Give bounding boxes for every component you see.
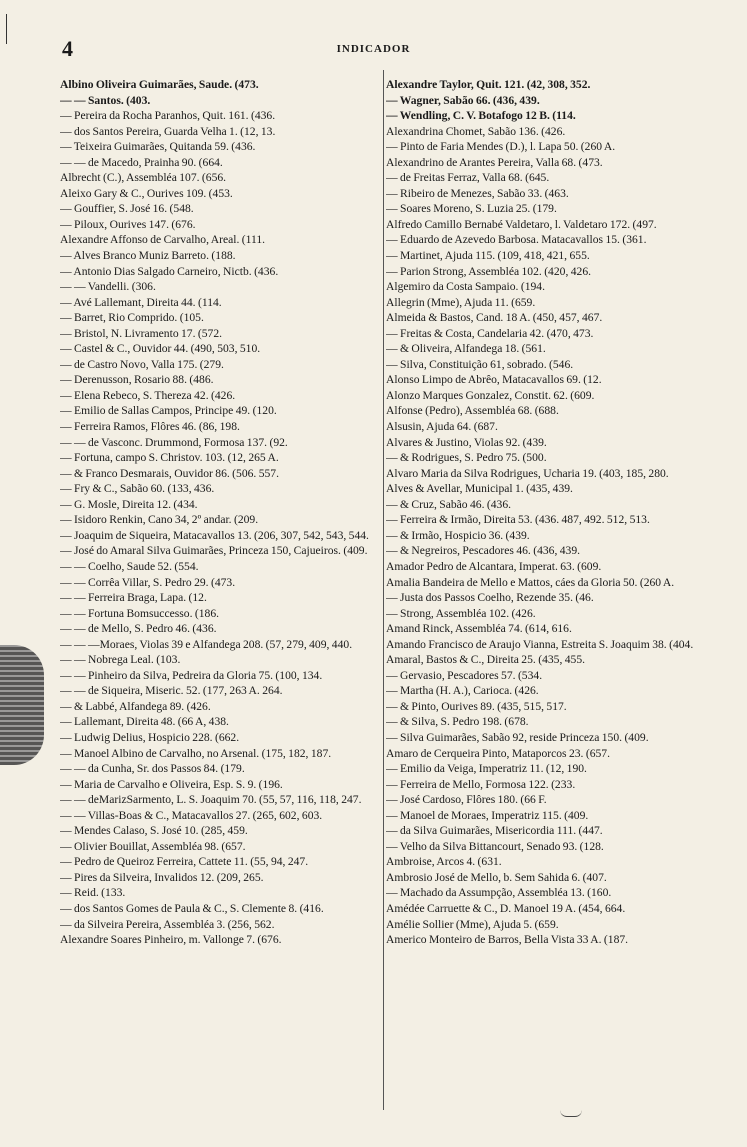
index-entry: — Ferreira de Mello, Formosa 122. (233. [386,777,576,791]
index-entry: — — —Moraes, Violas 39 e Alfandega 208. (57, 279, 409, 440. [60,637,353,651]
index-entry: — Emilio da Veiga, Imperatriz 11. (12, 190. [386,762,587,776]
index-entry: — — de Macedo, Prainha 90. (664. [60,155,223,169]
index-entry: — Piloux, Ourives 147. (676. [60,217,196,231]
index-entry: Alves & Avellar, Municipal 1. (435, 439. [386,482,573,496]
index-entry: — Fry & C., Sabão 60. (133, 436. [60,482,215,496]
index-entry: — Mendes Calaso, S. José 10. (285, 459. [60,824,248,838]
index-entry: — — de Mello, S. Pedro 46. (436. [60,622,217,636]
index-entry: Alvares & Justino, Violas 92. (439. [386,435,547,449]
index-entry: Alexandre Soares Pinheiro, m. Vallonge 7. (676. [60,933,282,947]
index-entry: — Freitas & Costa, Candelaria 42. (470, 473. [386,326,594,340]
page-number: 4 [62,36,73,61]
index-entry: — Ferreira & Irmão, Direita 53. (436. 487, 492. 512, 513. [386,513,650,527]
index-entry: — — de Vasconc. Drummond, Formosa 137. (92. [60,435,288,449]
index-entry: Amador Pedro de Alcantara, Imperat. 63. (609. [386,559,602,573]
index-entry: — — Pinheiro da Silva, Pedreira da Gloria 75. (100, 134. [60,668,323,682]
index-entry: — Pinto de Faria Mendes (D.), l. Lapa 50. (260 A. [386,140,616,154]
index-entry: Amaro de Cerqueira Pinto, Mataporcos 23. (657. [386,746,610,760]
index-entry: — Martinet, Ajuda 115. (109, 418, 421, 655. [386,249,590,263]
index-entry: Albrecht (C.), Assembléa 107. (656. [60,171,227,185]
index-entry: Aleixo Gary & C., Ourives 109. (453. [60,186,233,200]
index-entry: — Velho da Silva Bittancourt, Senado 93. (128. [386,839,604,853]
index-entry: — José do Amaral Silva Guimarães, Princeza 150, Cajueiros. (409. [60,544,368,558]
index-entry: — Machado da Assumpção, Assembléa 13. (160. [386,886,612,900]
index-entry: Alfredo Camillo Bernabé Valdetaro, l. Valdetaro 172. (497. [386,217,657,231]
index-entry: Algemiro da Costa Sampaio. (194. [386,280,545,294]
index-entry: Ambrosio José de Mello, b. Sem Sahida 6. (407. [386,870,607,884]
index-entry: — Ferreira Ramos, Flôres 46. (86, 198. [60,420,240,434]
index-entry: — Justa dos Passos Coelho, Rezende 35. (46. [386,591,594,605]
index-entry: — Avé Lallemant, Direita 44. (114. [60,295,222,309]
index-entry: — & Silva, S. Pedro 198. (678. [386,715,529,729]
index-entry: — Gouffier, S. José 16. (548. [60,202,194,216]
index-entry: — — Villas-Boas & C., Matacavallos 27. (265, 602, 603. [60,808,323,822]
index-entry: — Antonio Dias Salgado Carneiro, Nictb. (436. [60,264,279,278]
index-entry: — Silva Guimarães, Sabão 92, reside Princeza 150. (409. [386,730,649,744]
index-entry: — Silva, Constituição 61, sobrado. (546. [386,357,574,371]
index-entry: — — Coelho, Saude 52. (554. [60,559,199,573]
index-entry: — Wendling, C. V. Botafogo 12 B. (114. [386,109,576,123]
right-column [386,77,718,948]
index-entry: — Soares Moreno, S. Luzia 25. (179. [386,202,557,216]
index-entry: — Manoel de Moraes, Imperatriz 115. (409. [386,808,589,822]
index-entry: — Reid. (133. [60,886,126,900]
index-entry: — Manoel Albino de Carvalho, no Arsenal. (175, 182, 187. [60,746,332,760]
pen-mark [560,1110,582,1117]
index-entry: — Barret, Rio Comprido. (105. [60,311,204,325]
index-entry: — Ludwig Delius, Hospicio 228. (662. [60,730,240,744]
index-entry: — & Irmão, Hospicio 36. (439. [386,528,530,542]
index-entry: Americo Monteiro de Barros, Bella Vista 33 A. (187. [386,933,629,947]
index-entry: — G. Mosle, Direita 12. (434. [60,497,198,511]
index-entry: — Elena Rebeco, S. Thereza 42. (426. [60,388,236,402]
index-entry: — de Castro Novo, Valla 175. (279. [60,357,224,371]
index-entry: — & Rodrigues, S. Pedro 75. (500. [386,451,547,465]
index-entry: Alexandrina Chomet, Sabão 136. (426. [386,124,566,138]
index-entry: Alsusin, Ajuda 64. (687. [386,420,498,434]
index-entry: — Wagner, Sabão 66. (436, 439. [386,93,540,107]
index-entry: — Alves Branco Muniz Barreto. (188. [60,249,236,263]
index-entry: Alvaro Maria da Silva Rodrigues, Ucharia 19. (403, 185, 280. [386,466,669,480]
index-entry: — Pereira da Rocha Paranhos, Quit. 161. (436. [60,109,276,123]
index-entry: — Joaquim de Siqueira, Matacavallos 13. (206, 307, 542, 543, 544. [60,528,369,542]
left-column [60,77,382,948]
index-entry: — Martha (H. A.), Carioca. (426. [386,684,539,698]
index-entry: Alonzo Marques Gonzalez, Constit. 62. (609. [386,388,595,402]
index-entry: — — Santos. (403. [60,93,151,107]
index-entry: Amalia Bandeira de Mello e Mattos, cáes da Gloria 50. (260 A. [386,575,675,589]
index-entry: — Strong, Assembléa 102. (426. [386,606,536,620]
index-entry: — Fortuna, campo S. Christov. 103. (12, 265 A. [60,451,279,465]
index-entry: — Castel & C., Ouvidor 44. (490, 503, 510. [60,342,261,356]
index-entry: — — Corrêa Villar, S. Pedro 29. (473. [60,575,236,589]
index-entry: — Derenusson, Rosario 88. (486. [60,373,214,387]
index-entry: — & Cruz, Sabão 46. (436. [386,497,512,511]
index-entry: Ambroise, Arcos 4. (631. [386,855,502,869]
index-entry: — dos Santos Pereira, Guarda Velha 1. (12, 13. [60,124,276,138]
index-entry: — Ribeiro de Menezes, Sabão 33. (463. [386,186,569,200]
index-entry: — Pedro de Queiroz Ferreira, Cattete 11. (55, 94, 247. [60,855,309,869]
index-entry: — Lallemant, Direita 48. (66 A, 438. [60,715,229,729]
margin-mark [6,14,7,44]
index-entry: — de Freitas Ferraz, Valla 68. (645. [386,171,550,185]
index-entry: Alexandrino de Arantes Pereira, Valla 68. (473. [386,155,603,169]
index-entry: Alfonse (Pedro), Assembléa 68. (688. [386,404,559,418]
index-entry: — — de Siqueira, Miseric. 52. (177, 263 A. 264. [60,684,283,698]
index-entry: — & Labbé, Alfandega 89. (426. [60,699,211,713]
index-entry: Alexandre Taylor, Quit. 121. (42, 308, 352. [386,78,591,91]
index-entry: Amélie Sollier (Mme), Ajuda 5. (659. [386,917,559,931]
index-entry: — Teixeira Guimarães, Quitanda 59. (436. [60,140,256,154]
index-entry: — — Ferreira Braga, Lapa. (12. [60,591,207,605]
index-entry: Allegrin (Mme), Ajuda 11. (659. [386,295,536,309]
index-entry: — José Cardoso, Flôres 180. (66 F. [386,793,547,807]
index-entry: — da Silva Guimarães, Misericordia 111. (447. [386,824,603,838]
index-entry: — Bristol, N. Livramento 17. (572. [60,326,223,340]
index-entry: — dos Santos Gomes de Paula & C., S. Clemente 8. (416. [60,901,324,915]
index-entry: Amédée Carruette & C., D. Manoel 19 A. (454, 664. [386,901,626,915]
index-entry: Albino Oliveira Guimarães, Saude. (473. [60,78,259,91]
running-head: INDICADOR [336,43,411,55]
index-entry: — & Negreiros, Pescadores 46. (436, 439. [386,544,581,558]
index-entry: — & Franco Desmarais, Ouvidor 86. (506. 557. [60,466,280,480]
index-entry: Amand Rinck, Assembléa 74. (614, 616. [386,622,572,636]
index-entry: Amando Francisco de Araujo Vianna, Estreita S. Joaquim 38. (404. [386,637,694,651]
index-entry: — — deMarizSarmento, L. S. Joaquim 70. (55, 57, 116, 118, 247. [60,793,362,807]
index-entry: — Isidoro Renkin, Cano 34, 2º andar. (209. [60,513,259,527]
index-entry: — Eduardo de Azevedo Barbosa. Matacavallos 15. (361. [386,233,647,247]
index-entry: — Maria de Carvalho e Oliveira, Esp. S. 9. (196. [60,777,283,791]
index-entry: — Pires da Silveira, Invalidos 12. (209, 265. [60,870,264,884]
binding-hole-image [0,645,44,765]
index-entry: — Gervasio, Pescadores 57. (534. [386,668,543,682]
index-entry: Almeida & Bastos, Cand. 18 A. (450, 457, 467. [386,311,603,325]
index-entry: — da Silveira Pereira, Assembléa 3. (256, 562. [60,917,275,931]
column-divider [383,70,384,1110]
index-entry: — — Fortuna Bomsuccesso. (186. [60,606,220,620]
index-entry: — & Oliveira, Alfandega 18. (561. [386,342,546,356]
index-entry: — Emilio de Sallas Campos, Principe 49. (120. [60,404,277,418]
index-entry: Amaral, Bastos & C., Direita 25. (435, 455. [386,653,586,667]
index-entry: — & Pinto, Ourives 89. (435, 515, 517. [386,699,567,713]
index-entry: Alexandre Affonso de Carvalho, Areal. (111. [60,233,266,247]
index-entry: — — Vandelli. (306. [60,280,156,294]
index-entry: — — da Cunha, Sr. dos Passos 84. (179. [60,762,245,776]
index-entry: Alonso Limpo de Abrêo, Matacavallos 69. (12. [386,373,602,387]
index-entry: — Olivier Bouillat, Assembléa 98. (657. [60,839,246,853]
index-entry: — — Nobrega Leal. (103. [60,653,181,667]
index-entry: — Parion Strong, Assembléa 102. (420, 426. [386,264,592,278]
